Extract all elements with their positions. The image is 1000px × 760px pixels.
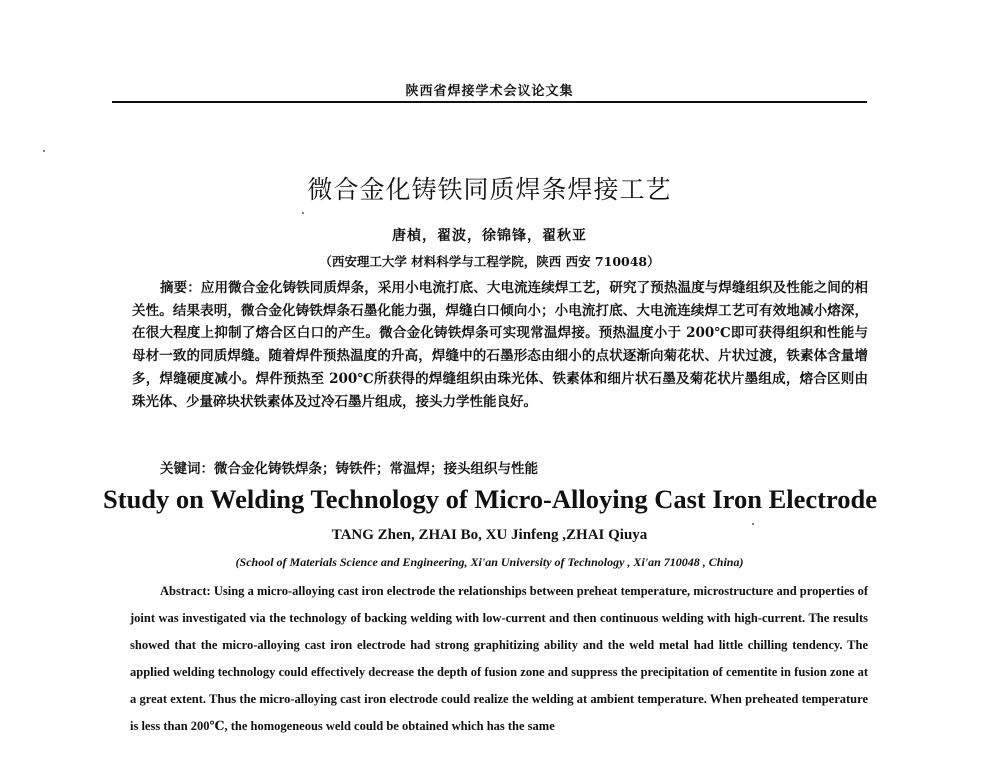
affiliation-cn: （西安理工大学 材料科学与工程学院，陕西 西安 710048） — [319, 254, 660, 269]
scan-speck — [752, 523, 754, 525]
authors-cn: 唐楨，翟波，徐锦锋，翟秋亚 — [392, 228, 587, 244]
paper-title-en: Study on Welding Technology of Micro-Alloying Cast Iron Electrode — [103, 484, 877, 514]
authors-en: TANG Zhen, ZHAI Bo, XU Jinfeng ,ZHAI Qiuya — [331, 527, 648, 543]
keywords-cn-body: 微合金化铸铁焊条；铸铁件；常温焊；接头组织与性能 — [214, 461, 538, 477]
abstract-en — [130, 578, 868, 740]
header-rule — [112, 101, 867, 103]
abstract-cn-body: 应用微合金化铸铁同质焊条，采用小电流打底、大电流连续焊工艺，研究了预热温度与焊缝组织及性能之间的相关性。结果表明，微合金化铸铁焊条石墨化能力强，焊缝白口倾向小；小电流打底、大电流连续焊工艺可有效地减小熔深，在很大程度上抑制了熔合区白口的产生。微合金化铸铁焊条可实现常温焊接。预热温度小于 200℃即可获得组织和性能与母材一致的同质焊缝。随着焊件预热温度的升高，焊缝中的石墨形态由细小的点状逐渐向菊花状、片状过渡，铁素体含量增多，焊缝硬度减小。焊件预热至 200℃所获得的焊缝组织由珠光体、铁素体和细片状石墨及菊花状片墨组成，熔合区则由珠光体、少量碎块状铁素体及过冷石墨片组成，接头力学性能良好。 — [132, 280, 869, 410]
abstract-cn-label: 摘要： — [160, 280, 201, 296]
paper-title-cn: 微合金化铸铁同质焊条焊接工艺 — [307, 175, 672, 204]
scan-speck — [302, 212, 304, 214]
abstract-en-label: Abstract: — [160, 584, 211, 598]
scan-speck — [43, 150, 45, 152]
abstract-en-body: Using a micro-alloying cast iron electrode the relationships between preheat temperature, microstructure and properties of joint was investigated via the technology of backing welding with low-current and then continuous welding with high-current. The results showed that the micro-alloying cast iron electrode had strong graphitizing ability and the weld metal had little chilling tendency. The applied welding technology could effectively decrease the depth of fusion zone and suppress the precipitation of cementite in fusion zone at a great extent. Thus the micro-alloying cast iron electrode could realize the welding at ambient temperature. When preheated temperature is less than 200℃, the homogeneous weld could be obtained which has the same — [130, 584, 868, 733]
affiliation-en: (School of Materials Science and Engineering, Xi'an University of Technology , Xi'an 710048 , China) — [235, 555, 744, 569]
keywords-cn — [160, 457, 866, 477]
abstract-cn — [132, 277, 868, 413]
running-header: 陕西省焊接学术会议论文集 — [405, 84, 574, 99]
keywords-cn-label: 关键词： — [160, 461, 214, 477]
